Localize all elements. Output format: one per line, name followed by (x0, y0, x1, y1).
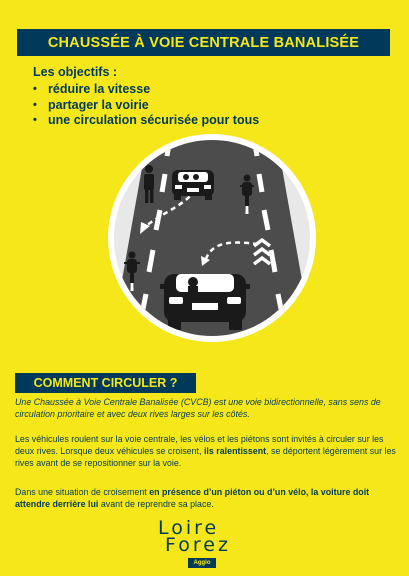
page-title: CHAUSSÉE À VOIE CENTRALE BANALISÉE (17, 29, 390, 56)
section-heading: COMMENT CIRCULER ? (15, 373, 196, 393)
paragraph-text: Dans une situation de croisement (15, 487, 150, 497)
paragraph-rules (15, 433, 397, 470)
logo-text: Loire (158, 517, 220, 539)
list-item: • une circulation sécurisée pour tous (33, 113, 259, 129)
paragraph-definition: Une Chaussée à Voie Centrale Banalisée (CVCB) est une voie bidirectionnelle, sans sens de circulation prioritaire et avec deux rives larges sur les côtés. (15, 397, 381, 420)
paragraph-emphasis: ils ralentissent (203, 446, 267, 457)
list-item: • partager la voirie (33, 98, 259, 114)
logo-text: Forez (165, 534, 231, 556)
paragraph-emphasis: en présence d’un piéton ou d’un vélo, la voiture doit attendre derrière lui (15, 487, 370, 510)
paragraph-text: Les véhicules roulent sur la voie centrale, les vélos et les piétons sont invités à circuler sur les deux rives. Lorsque deux véhicules se croisent, (15, 434, 384, 457)
list-item: • réduire la vitesse (33, 82, 259, 98)
car-icon (172, 170, 214, 200)
paragraph-text: avant de reprendre sa place. (98, 499, 214, 510)
loire-forez-logo (158, 519, 248, 575)
paragraph-crossing (15, 486, 397, 510)
paragraph-text: , se déportent légèrement sur les rives avant de se repositionner sur la voie. (15, 446, 396, 469)
road-illustration (108, 134, 316, 342)
logo-badge: Agglo (188, 558, 216, 568)
objectives-list (33, 82, 259, 129)
car-icon (160, 274, 250, 330)
objectives-heading: Les objectifs : (33, 65, 118, 79)
